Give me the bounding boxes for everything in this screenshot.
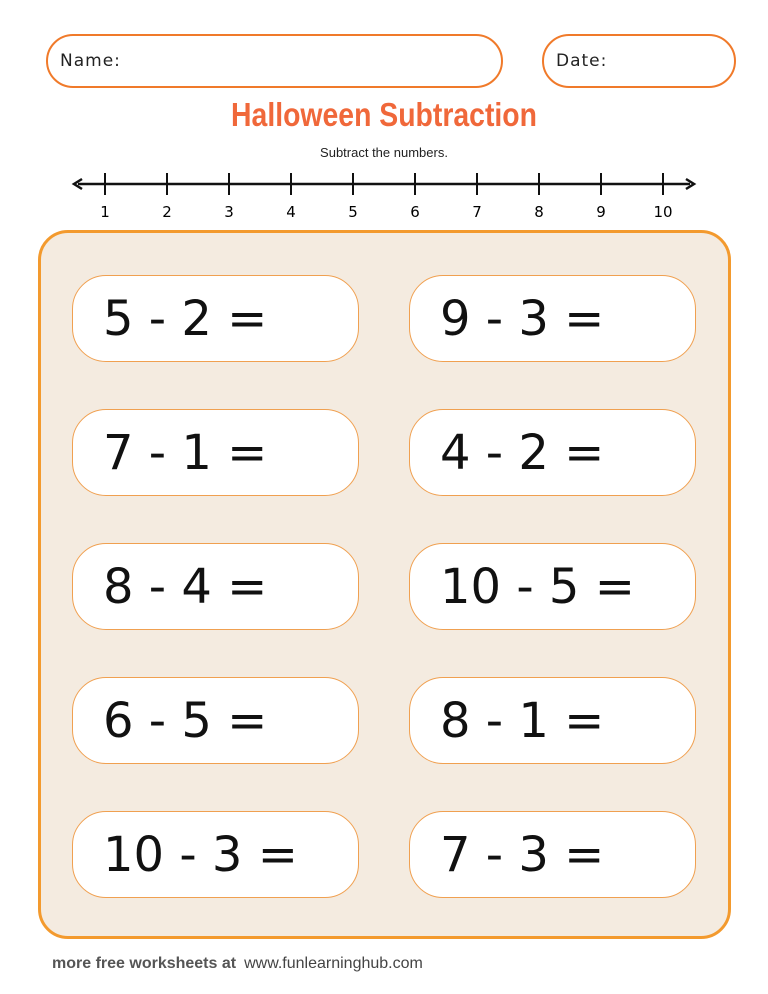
problem-text: 6 - 5 = xyxy=(103,692,268,749)
footer-prefix: more free worksheets at xyxy=(52,955,237,972)
problem-text: 9 - 3 = xyxy=(440,290,605,347)
date-label: Date: xyxy=(556,51,608,71)
problem-text: 8 - 1 = xyxy=(440,692,605,749)
problem-card[interactable] xyxy=(409,543,696,630)
problem-text: 7 - 3 = xyxy=(440,826,605,883)
tick-label: 10 xyxy=(653,203,673,221)
tick-label: 3 xyxy=(224,203,234,221)
problem-text: 4 - 2 = xyxy=(440,424,605,481)
problem-text: 10 - 3 = xyxy=(103,826,298,883)
problem-card[interactable] xyxy=(409,677,696,764)
page-title: Halloween Subtraction xyxy=(231,96,537,133)
problem-card[interactable] xyxy=(409,275,696,362)
tick-label: 5 xyxy=(348,203,358,221)
problem-card[interactable] xyxy=(72,409,359,496)
tick-label: 1 xyxy=(100,203,110,221)
problem-text: 10 - 5 = xyxy=(440,558,635,615)
problem-card[interactable] xyxy=(72,275,359,362)
tick-label: 4 xyxy=(286,203,296,221)
problem-card[interactable] xyxy=(72,543,359,630)
problem-text: 7 - 1 = xyxy=(103,424,268,481)
number-line xyxy=(0,170,768,225)
tick-label: 9 xyxy=(596,203,606,221)
problem-card[interactable] xyxy=(409,409,696,496)
tick-label: 2 xyxy=(162,203,172,221)
tick-label: 6 xyxy=(410,203,420,221)
date-field[interactable] xyxy=(542,34,736,88)
footer xyxy=(52,955,423,973)
problem-card[interactable] xyxy=(72,677,359,764)
instructions: Subtract the numbers. xyxy=(320,145,448,160)
tick-label: 7 xyxy=(472,203,482,221)
name-label: Name: xyxy=(60,51,121,71)
problem-text: 5 - 2 = xyxy=(103,290,268,347)
problem-text: 8 - 4 = xyxy=(103,558,268,615)
problem-card[interactable] xyxy=(409,811,696,898)
tick-label: 8 xyxy=(534,203,544,221)
footer-url[interactable]: www.funlearninghub.com xyxy=(244,955,423,972)
name-field[interactable] xyxy=(46,34,503,88)
problem-card[interactable] xyxy=(72,811,359,898)
